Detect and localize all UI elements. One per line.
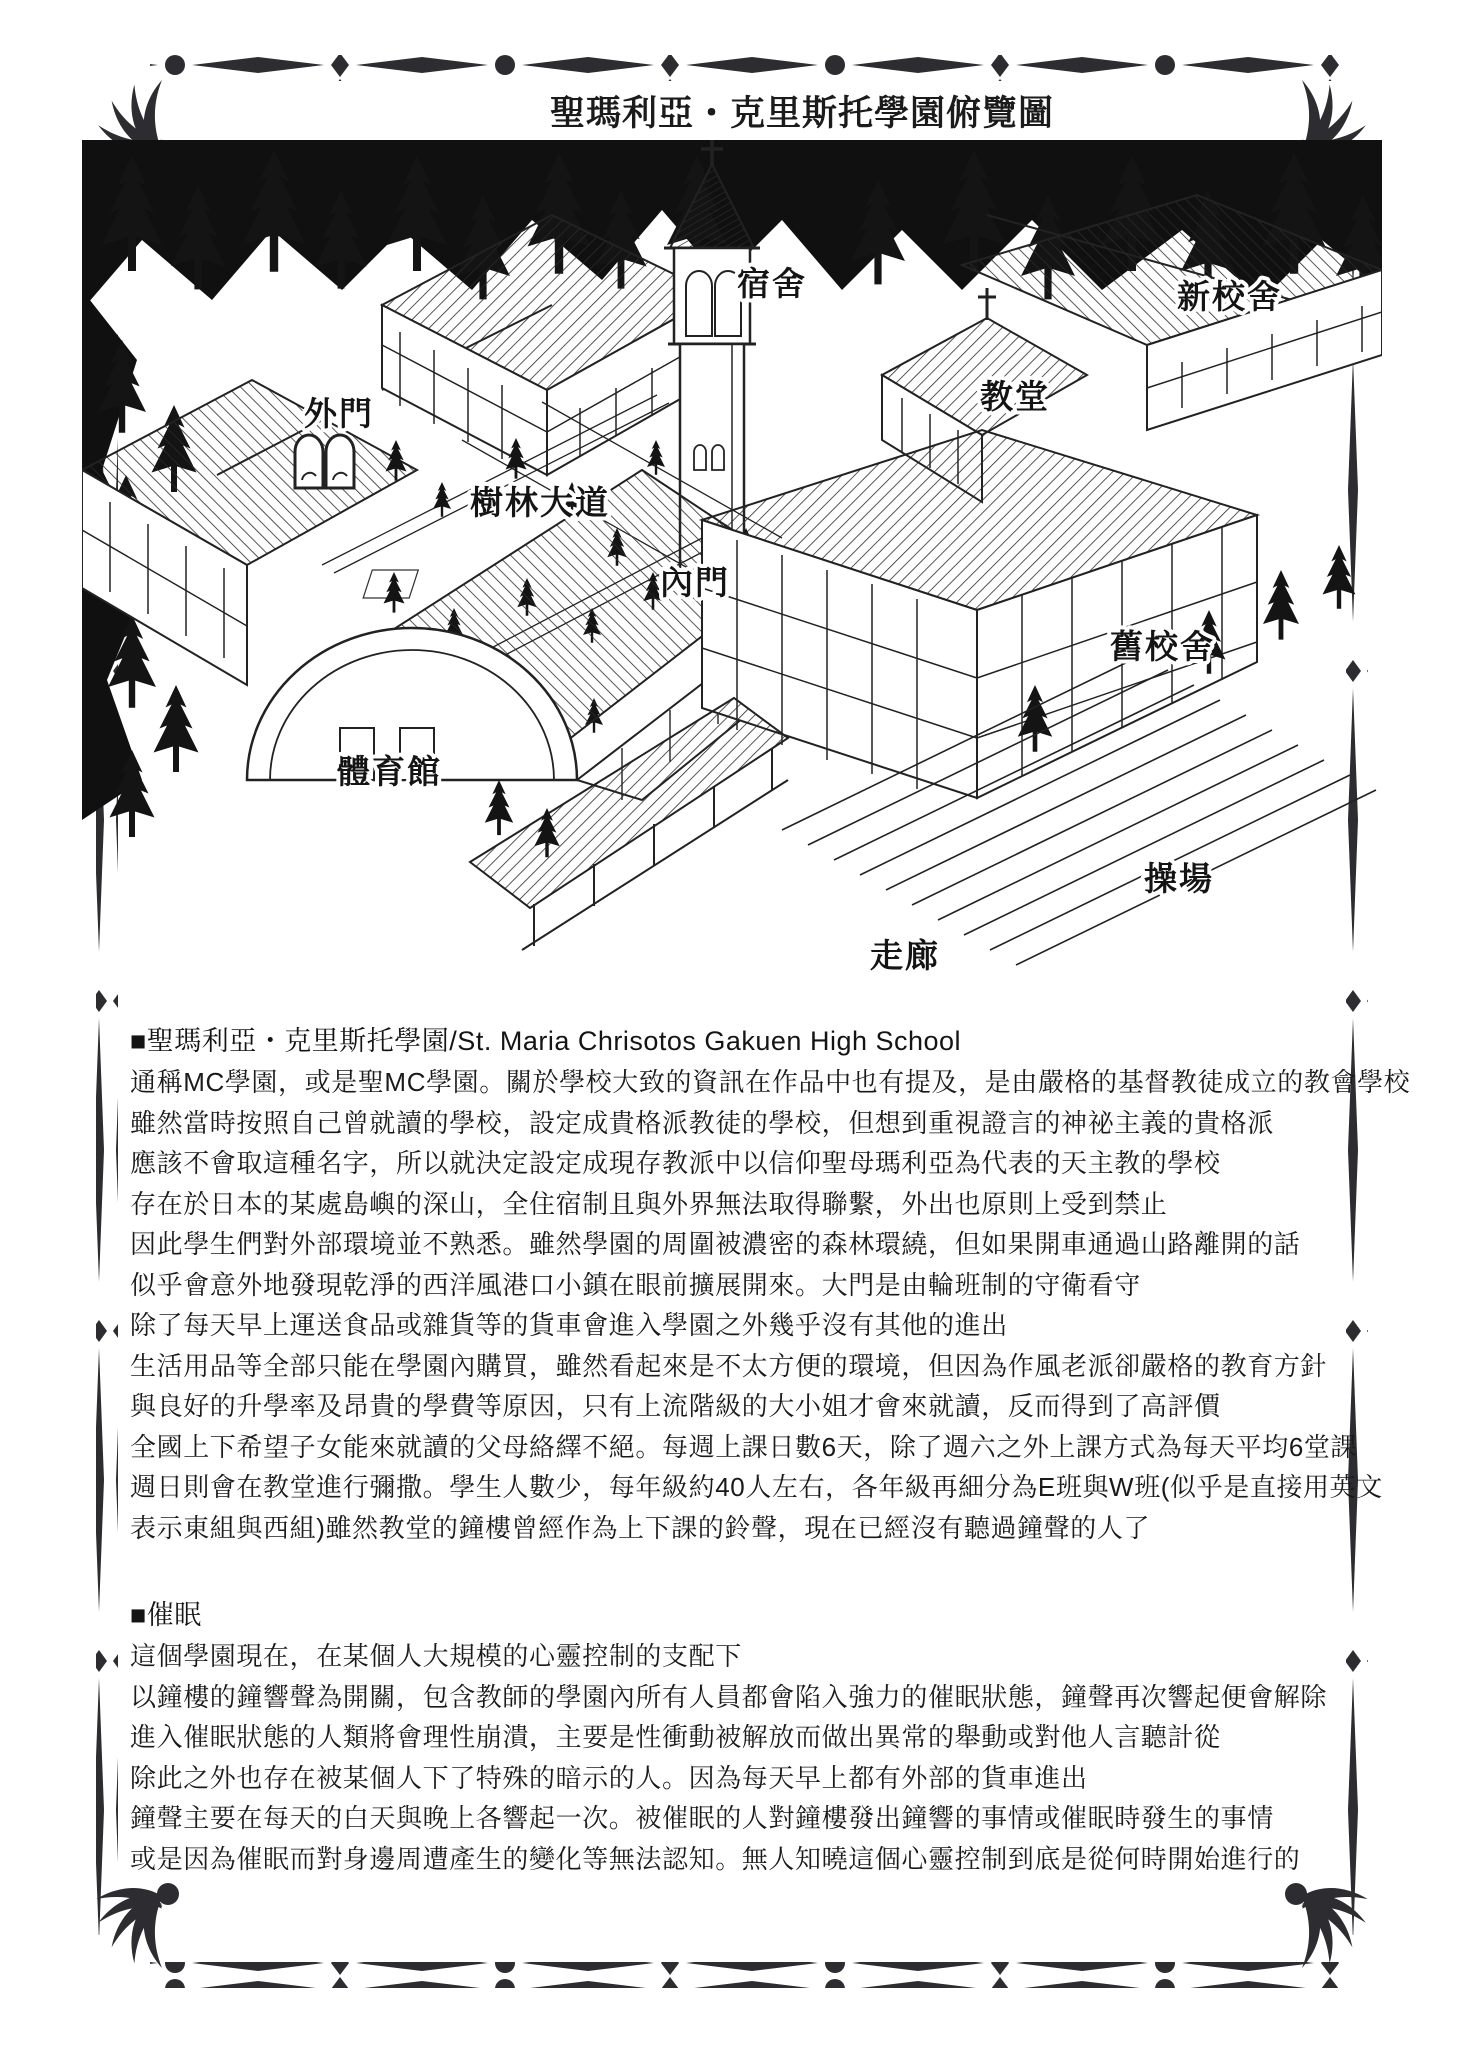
section-school-overview bbox=[130, 1020, 1411, 1548]
map-label-chapel: 教堂 bbox=[980, 378, 1050, 415]
old-school-building bbox=[702, 430, 1356, 798]
body-line: 因此學生們對外部環境並不熟悉。雖然學園的周圍被濃密的森林環繞，但如果開車通過山路離開的話 bbox=[130, 1229, 1301, 1259]
body-line: 或是因為催眠而對身邊周遭產生的變化等無法認知。無人知曉這個心靈控制到底是從何時開始進行的 bbox=[130, 1843, 1301, 1874]
body-line: 除了每天早上運送食品或雜貨等的貨車會進入學園之外幾乎沒有其他的進出 bbox=[130, 1310, 1008, 1340]
page-title: 聖瑪利亞・克里斯托學園俯覽圖 bbox=[549, 94, 1054, 133]
campus-map-illustration bbox=[82, 140, 1382, 1020]
body-line: 應該不會取這種名字，所以就決定設定成現存教派中以信仰聖母瑪利亞為代表的天主教的學校 bbox=[130, 1148, 1221, 1178]
map-label-tree-lined-avenue: 樹林大道 bbox=[470, 484, 610, 521]
body-line: 全國上下希望子女能來就讀的父母絡繹不絕。每週上課日數6天，除了週六之外上課方式為每天平均6堂課 bbox=[130, 1431, 1358, 1462]
map-label-inner-gate: 內門 bbox=[660, 564, 730, 601]
body-line: 雖然當時按照自己曾就讀的學校，設定成貴格派教徒的學校，但想到重視證言的神祕主義的貴格派 bbox=[130, 1107, 1274, 1138]
body-line: 與良好的升學率及昂貴的學費等原因，只有上流階級的大小姐才會來就讀，反而得到了高評價 bbox=[130, 1391, 1221, 1421]
body-line: 除此之外也存在被某個人下了特殊的暗示的人。因為每天早上都有外部的貨車進出 bbox=[130, 1762, 1088, 1793]
map-label-old-school-building: 舊校舍 bbox=[1110, 628, 1215, 665]
section-heading: ■聖瑪利亞・克里斯托學園/St. Maria Chrisotos Gakuen High School bbox=[130, 1026, 962, 1056]
map-label-playground: 操場 bbox=[1144, 860, 1214, 897]
body-line: 以鐘樓的鐘響聲為開關，包含教師的學園內所有人員都會陷入強力的催眠狀態，鐘聲再次響起便會解除 bbox=[130, 1681, 1328, 1712]
body-line: 存在於日本的某處島嶼的深山，全住宿制且與外界無法取得聯繫，外出也原則上受到禁止 bbox=[130, 1188, 1168, 1219]
body-line: 似乎會意外地發現乾淨的西洋風港口小鎮在眼前擴展開來。大門是由輪班制的守衛看守 bbox=[130, 1269, 1141, 1300]
body-line: 通稱MC學園，或是聖MC學園。關於學校大致的資訊在作品中也有提及，是由嚴格的基督教徒成立的教會學校 bbox=[130, 1067, 1411, 1097]
body-line: 週日則會在教堂進行彌撒。學生人數少，每年級約40人左右，各年級再細分為E班與W班(似乎是直接用英文 bbox=[130, 1472, 1383, 1502]
body-line: 鐘聲主要在每天的白天與晚上各響起一次。被催眠的人對鐘樓發出鐘響的事情或催眠時發生的事情 bbox=[130, 1803, 1274, 1833]
cross-icon bbox=[978, 288, 996, 320]
body-line: 表示東組與西組)雖然教堂的鐘樓曾經作為上下課的鈴聲，現在已經沒有聽過鐘聲的人了 bbox=[130, 1512, 1151, 1543]
section-heading: ■催眠 bbox=[130, 1600, 202, 1630]
section-hypnosis bbox=[130, 1594, 1380, 1879]
map-label-gymnasium: 體育館 bbox=[337, 753, 442, 790]
top-border bbox=[150, 55, 1340, 81]
body-line: 這個學園現在，在某個人大規模的心靈控制的支配下 bbox=[130, 1641, 742, 1671]
map-label-outer-gate: 外門 bbox=[304, 395, 374, 432]
body-line: 生活用品等全部只能在學園內購買，雖然看起來是不太方便的環境，但因為作風老派卻嚴格的教育方針 bbox=[130, 1350, 1328, 1381]
body-text-area bbox=[130, 1020, 1411, 1879]
bottom-border bbox=[150, 1962, 1340, 1988]
map-label-corridor: 走廊 bbox=[870, 937, 940, 974]
body-line: 進入催眠狀態的人類將會理性崩潰，主要是性衝動被解放而做出異常的舉動或對他人言聽計從 bbox=[130, 1722, 1221, 1752]
map-label-dormitory: 宿舍 bbox=[737, 265, 807, 302]
map-label-new-school-building: 新校舍 bbox=[1177, 278, 1282, 315]
